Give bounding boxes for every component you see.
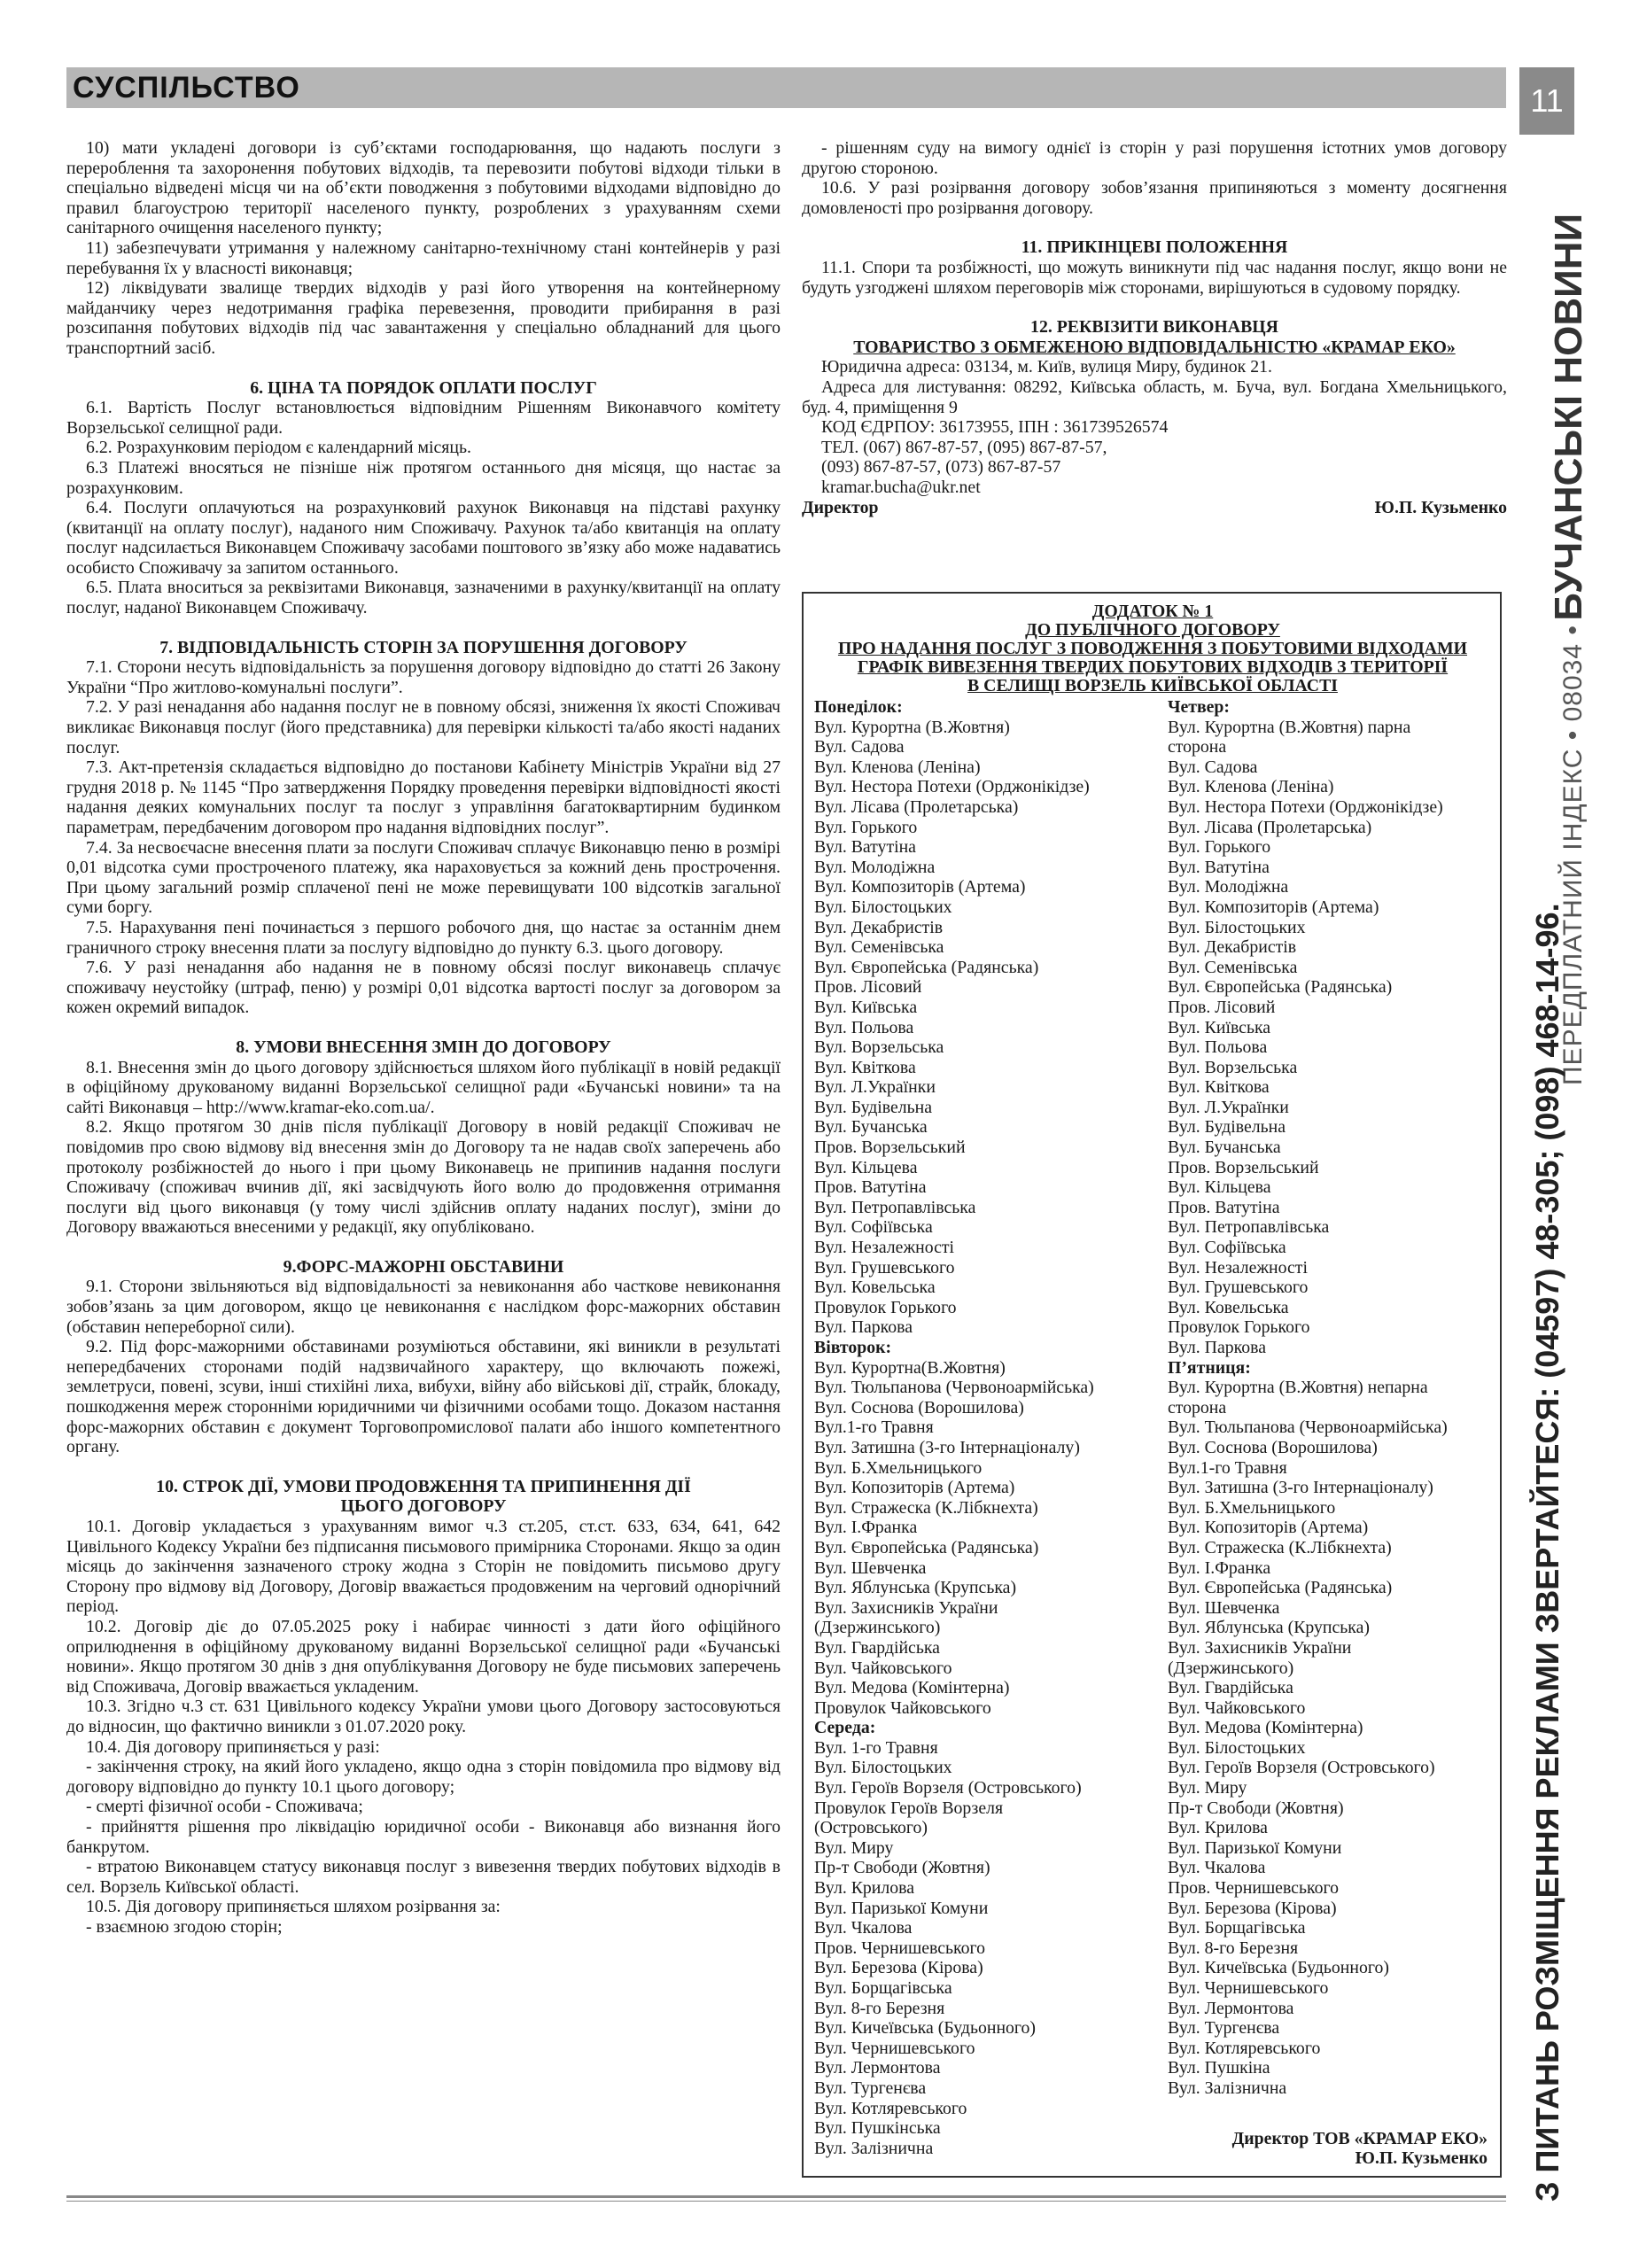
annex-title: ДОДАТОК № 1 [1091, 602, 1214, 621]
bottom-rule [66, 2201, 1506, 2202]
street-item: Вул. Кленова (Леніна) [1167, 777, 1334, 797]
street-item: Вул. Ковельська [1167, 1297, 1289, 1317]
street-item: Вул. Соснова (Ворошилова) [814, 1397, 1024, 1418]
street-item: Вул. Незалежності [814, 1238, 954, 1258]
street-item: Вул. Лермонтова [1167, 1998, 1294, 2018]
left-column [66, 138, 781, 1937]
paragraph: 10.5. Дія договору припиняється шляхом розірвання за: [86, 1897, 501, 1917]
paragraph: 12) ліквідувати звалище твердих відходів у разі його утворення на контейнерному майданчику через недотримання графіка перевезення, проводити прибирання в разі розсипання побутових відходів під час завантаження у спеціально обладнаний для цього транспортний засіб. [66, 278, 781, 358]
paragraph: 10) мати укладені договори із суб’єктами господарювання, що надають послуги з перероблення та захоронення побутових відходів, та перевозити побутові відходи тільки в спеціально відведені місця чи на об’єкти поводження з побутовими відходами відповідно до правил благоустрою території населеного пункту, розроблених з урахуванням схеми санітарного очищення населеного пункту; [66, 138, 781, 238]
bottom-rule [66, 2195, 1506, 2198]
street-item: Вул. 8-го Березня [814, 1998, 945, 2018]
street-item: Вул. Кільцева [814, 1157, 918, 1177]
annex-title: В СЕЛИЩІ ВОРЗЕЛЬ КИЇВСЬКОЇ ОБЛАСТІ [967, 676, 1338, 695]
paragraph: 10.3. Згідно ч.3 ст. 631 Цивільного кодексу України умови цього Договору застосовуються до відносин, що фактично виникли з 01.07.2020 року. [66, 1697, 781, 1736]
street-item: Вул. Крилова [814, 1878, 915, 1899]
street-item: Вул. Квіткова [1167, 1077, 1270, 1098]
street-item: Вул. Пушкінська [814, 2118, 941, 2139]
street-item: Вул. Європейська (Радянська) [814, 1537, 1039, 1557]
street-item: Вул. Курортна (В.Жовтня) непарна [1167, 1378, 1428, 1398]
paragraph: - втратою Виконавцем статусу виконавця послуг з вивезення твердих побутових відходів в сел. Ворзель Київської області. [66, 1857, 781, 1897]
street-item: Вул. Європейська (Радянська) [1167, 977, 1393, 998]
street-item: Вул. І.Франка [1167, 1557, 1271, 1578]
street-item: Пров. Ватутіна [814, 1177, 927, 1198]
street-item: Пров. Чернишевського [814, 1938, 986, 1958]
annex-signature [1232, 2129, 1488, 2169]
street-item: Вул. Чайковського [814, 1658, 952, 1678]
street-item: Вул. Композиторів (Артема) [814, 877, 1026, 897]
street-item: Вул. Тургенєва [1167, 2018, 1280, 2039]
paragraph: 6.4. Послуги оплачуються на розрахунковий рахунок Виконавця на підставі рахунку (квитанції на оплату послуг), наданого ним Споживачу. Рахунок та/або квитанція на оплату послуг надсилається Виконавцем Споживачу засобами поштового зв’язку або може надаватись особисто Споживачу за запитом останнього. [66, 498, 781, 578]
phones: (093) 867-87-57, (073) 867-87-57 [821, 457, 1061, 478]
street-item: Вул. Б.Хмельницького [1167, 1497, 1336, 1518]
street-item: Вул. Героїв Ворзеля (Островського) [814, 1778, 1082, 1798]
director-label: Директор [802, 497, 879, 517]
street-item: Вул. Польова [814, 1017, 914, 1037]
paragraph: 10.4. Дія договору припиняється у разі: [86, 1736, 380, 1757]
paragraph: 7.5. Нарахування пені починається з першого робочого дня, що настає за останнім днем граничного строку внесення плати за послугу відповідно до пункту 6.3. цього договору. [66, 917, 781, 958]
section-title: СУСПІЛЬСТВО [73, 71, 300, 105]
paragraph: 6.5. Плата вноситься за реквізитами Виконавця, зазначеними в рахунку/квитанції на оплату послуг, наданої Виконавцем Споживачу. [66, 578, 781, 618]
street-item: (Островського) [814, 1818, 928, 1838]
street-item: Вул. Медова (Комінтерна) [814, 1678, 1010, 1698]
street-item: Пр-т Свободи (Жовтня) [1167, 1798, 1344, 1818]
street-item: Вул. Березова (Кірова) [814, 1958, 983, 1978]
ads-contact: З ПИТАНЬ РОЗМІЩЕННЯ РЕКЛАМИ ЗВЕРТАЙТЕСЯ: (04597) 48-305; (098) 468-14-96. [1529, 903, 1565, 2202]
street-item: Вул. Крилова [1167, 1818, 1268, 1838]
street-item: Пр-т Свободи (Жовтня) [814, 1858, 990, 1878]
street-item: Вул. Будівельна [1167, 1117, 1286, 1138]
street-item: Вул.1-го Травня [814, 1418, 934, 1438]
street-item: Вул. Ворзельська [814, 1037, 944, 1058]
street-item: Вул. Білостоцьких [814, 1758, 952, 1778]
page-number: 11 [1519, 67, 1574, 135]
street-item: Вул. Шевченка [814, 1557, 927, 1578]
subscription-index: ПЕРЕДПЛАТНИЙ ІНДЕКС • 08034 • [1558, 625, 1588, 1085]
street-item: Вул. Затишна (3-го Інтернаціоналу) [1167, 1478, 1433, 1498]
street-item: Вул.1-го Травня [1167, 1457, 1287, 1478]
paragraph: 9.1. Сторони звільняються від відповідальності за невиконання або часткове невиконання зобов’язань за цим договором, якщо це невиконання є наслідком форс-мажорних обставин (обставин непереборної сили). [66, 1277, 781, 1337]
paragraph: 11.1. Спори та розбіжності, що можуть виникнути під час надання послуг, якщо вони не будуть узгоджені шляхом переговорів між сторонами, вирішуються в судовому порядку. [802, 257, 1507, 298]
street-item: Провулок Горького [1167, 1317, 1310, 1338]
paragraph: 10.2. Договір діє до 07.05.2025 року і набирає чинності з дати його офіційного оприлюднення в офіційному друкованому виданні Ворзельської селищної ради «Бучанські новини». Якщо протягом 30 днів з дня опублікування Договору не буде письмових заперечень від Споживача, Договір вважається укладеним. [66, 1616, 781, 1697]
street-item: Вул. Декабристів [814, 917, 944, 937]
street-item: Вул. Шевченка [1167, 1597, 1280, 1618]
street-item: Вул. Нестора Потехи (Орджонікідзе) [814, 777, 1090, 797]
annex-signature-name: Ю.П. Кузьменко [1355, 2148, 1488, 2169]
street-item: Вул. Медова (Комінтерна) [1167, 1718, 1363, 1738]
street-item: Провулок Горького [814, 1297, 957, 1317]
street-item: Вул. Європейська (Радянська) [1167, 1578, 1393, 1598]
street-item: Провулок Героїв Ворзеля [814, 1798, 1004, 1818]
schedule-columns [814, 697, 1491, 2158]
street-item: Вул. Чернишевського [814, 2038, 975, 2058]
schedule-left-column [814, 697, 1168, 2158]
annex-box [802, 592, 1502, 2178]
street-item: Вул. Чайковського [1167, 1697, 1306, 1718]
paragraph: 6.2. Розрахунковим періодом є календарний місяць. [86, 438, 471, 458]
street-item: Вул. Будівельна [814, 1097, 933, 1117]
director-signature [802, 498, 1507, 518]
street-item: Вул. Горького [1167, 837, 1271, 858]
mail-address: Адреса для листування: 08292, Київська область, м. Буча, вул. Богдана Хмельницького, буд. 4, приміщення 9 [802, 377, 1507, 417]
street-item: Вул. Декабристів [1167, 937, 1297, 958]
street-item: Вул. Л.Українки [814, 1077, 936, 1098]
street-item: Вул. Кленова (Леніна) [814, 757, 981, 777]
street-item: Пров. Ворзельський [1167, 1157, 1319, 1177]
street-item: Вул. Садова [814, 737, 905, 757]
street-item: Вул. Грушевського [1167, 1278, 1309, 1298]
street-item: Вул. Петропавлівська [814, 1197, 976, 1217]
section-heading: 6. ЦІНА ТА ПОРЯДОК ОПЛАТИ ПОСЛУГ [250, 377, 597, 398]
street-item: (Дзержинського) [1167, 1658, 1294, 1678]
section-heading: 11. ПРИКІНЦЕВІ ПОЛОЖЕННЯ [1021, 237, 1288, 258]
street-item: Вул. Борщагівська [814, 1978, 952, 1998]
street-item: Вул. Гвардійська [1167, 1678, 1293, 1698]
section-heading: 12. РЕКВІЗИТИ ВИКОНАВЦЯ [1030, 317, 1278, 338]
street-item: Пров. Ватутіна [1167, 1197, 1280, 1217]
street-item: Вул. Березова (Кірова) [1167, 1898, 1337, 1918]
street-item: Вул. Бучанська [1167, 1138, 1281, 1158]
street-item: сторона [1167, 737, 1227, 757]
street-item: Вул. Ватутіна [814, 837, 916, 858]
street-item: Вул. Тюльпанова (Червоноармійська) [814, 1378, 1094, 1398]
street-item: Вул. Лермонтова [814, 2058, 941, 2078]
paragraph: - смерті фізичної особи - Споживача; [86, 1797, 363, 1817]
email: kramar.bucha@ukr.net [821, 477, 981, 497]
street-item: Вул. 8-го Березня [1167, 1938, 1299, 1958]
street-item: Вул. Молодіжна [1167, 877, 1289, 897]
street-item: Вул. Б.Хмельницького [814, 1457, 983, 1478]
paragraph: - закінчення строку, на який його укладено, якщо одна з сторін повідомила про відмову від договору відповідно до пункту 10.1 цього договору; [66, 1757, 781, 1797]
street-item: Вул. Миру [814, 1837, 894, 1858]
section-heading: ЦЬОГО ДОГОВОРУ [340, 1496, 507, 1517]
street-item: Вул. Тургенєва [814, 2078, 927, 2098]
annex-title: ДО ПУБЛІЧНОГО ДОГОВОРУ [1025, 620, 1280, 640]
street-item: Вул. Софіївська [1167, 1238, 1286, 1258]
street-item: Вул. Семенівська [814, 937, 944, 958]
paragraph: 10.1. Договір укладається з урахуванням вимог ч.3 ст.205, ст.ст. 633, 634, 641, 642 Цивільного Кодексу України без підписання письмового примірника Сторонами. Якщо за один місяць до закінчення зазначеного строку жодна з Сторін не повідомить письмово другу Сторону про відмову від Договору, Договір вважається продовженим на черговий однорічний період. [66, 1517, 781, 1617]
street-item: Вул. Котляревського [814, 2098, 967, 2118]
street-item: Вул. Затишна (3-го Інтернаціоналу) [814, 1437, 1080, 1457]
street-item: Вул. Квіткова [814, 1057, 916, 1077]
paragraph: - прийняття рішення про ліквідацію юридичної особи - Виконавця або визнання його банкрутом. [66, 1816, 781, 1857]
street-item: Вул. Київська [1167, 1017, 1271, 1037]
paragraph: 6.1. Вартість Послуг встановлюється відповідним Рішенням Виконавчого комітету Ворзельської селищної ради. [66, 398, 781, 438]
schedule-day-heading: П’ятниця: [1167, 1357, 1251, 1378]
street-item: Вул. Чернишевського [1167, 1978, 1329, 1998]
street-item: Вул. Паркова [814, 1317, 913, 1338]
street-item: Вул. Соснова (Ворошилова) [1167, 1437, 1378, 1457]
paragraph: 7.6. У разі ненадання або надання не в повному обсязі послуг виконавець сплачує споживачу неустойку (штраф, пеню) у розмірі 0,01 відсотка вартості послуг за договором за кожен окремий випадок. [66, 958, 781, 1018]
street-item: Вул. Композиторів (Артема) [1167, 897, 1379, 917]
street-item: Пров. Лісовий [1167, 997, 1276, 1017]
street-item: Вул. Курортна (В.Жовтня) парна [1167, 717, 1411, 737]
street-item: Вул. Бучанська [814, 1117, 928, 1138]
street-item: Вул. Копозиторів (Артема) [1167, 1518, 1369, 1538]
schedule-day-heading: Середа: [814, 1718, 876, 1738]
street-item: Вул. Кільцева [1167, 1177, 1271, 1198]
paragraph: 7.1. Сторони несуть відповідальність за порушення договору відповідно до статті 26 Закону України “Про житлово-комунальні послуги”. [66, 657, 781, 697]
street-item: Вул. Білостоцьких [814, 897, 952, 917]
paragraph: 8.2. Якщо протягом 30 днів після публікації Договору в новій редакції Споживач не повідомив про свою відмову від внесення змін до Договору та не надав своїх заперечень або протоколу розбіжностей до нього і при цьому Виконавець не припинив надання послуги Споживачу (споживач вчинив дії, які засвідчують його волю до продовження отримання послуги від цього виконавця (у тому числі здійснив оплату наданих послуг), зміни до Договору вважаються внесеними у редакції, яку опубліковано. [66, 1117, 781, 1238]
street-item: Вул. Котляревського [1167, 2038, 1321, 2058]
street-item: Вул. Курортна (В.Жовтня) [814, 717, 1010, 737]
street-item: Пров. Лісовий [814, 977, 922, 998]
street-item: Вул. Захисників України [1167, 1637, 1352, 1658]
street-item: Вул. Захисників України [814, 1597, 998, 1618]
street-item: Вул. Нестора Потехи (Орджонікідзе) [1167, 796, 1443, 817]
street-item: Вул. Гвардійська [814, 1637, 940, 1658]
street-item: Вул. Яблунська (Крупська) [814, 1578, 1017, 1598]
schedule-day-heading: Понеділок: [814, 697, 903, 717]
street-item: Вул. Копозиторів (Артема) [814, 1478, 1015, 1498]
street-item: Вул. Залізнична [1167, 2078, 1287, 2098]
street-item: Вул. Петропавлівська [1167, 1217, 1330, 1238]
street-item: Вул. І.Франка [814, 1518, 918, 1538]
annex-title: ПРО НАДАННЯ ПОСЛУГ З ПОВОДЖЕННЯ З ПОБУТОВИМИ ВІДХОДАМИ [837, 639, 1468, 658]
street-item: Вул. Європейська (Радянська) [814, 957, 1039, 977]
street-item: Вул. Польова [1167, 1037, 1268, 1058]
street-item: Пров. Чернишевського [1167, 1878, 1339, 1899]
street-item: Вул. Незалежності [1167, 1257, 1308, 1278]
street-item: Вул. Л.Українки [1167, 1097, 1289, 1117]
street-item: Вул. Стражеска (К.Лібкнехта) [814, 1497, 1038, 1518]
street-item: Вул. Миру [1167, 1778, 1247, 1798]
street-item: Вул. Пушкіна [1167, 2058, 1270, 2078]
street-item: Вул. Паризької Комуни [814, 1898, 989, 1918]
street-item: Вул. Молодіжна [814, 857, 936, 877]
street-item: Вул. Горького [814, 817, 918, 837]
schedule-day-heading: Четвер: [1167, 697, 1231, 717]
paragraph: 7.3. Акт-претензія складається відповідно до постанови Кабінету Міністрів України від 27 грудня 2018 р. № 1145 “Про затвердження Порядку проведення перевірки відповідності якості надання деяких комунальних послуг та послуг з управління багатоквартирним будинком параметрам, передбаченим договором про надання відповідних послуг”. [66, 757, 781, 837]
street-item: Вул. Білостоцьких [1167, 917, 1306, 937]
paragraph: 9.2. Під форс-мажорними обставинами розуміються обставини, які виникли в результаті непередбачених сторонами подій надзвичайного характеру, що включають пожежі, землетруси, повені, зсуви, інші стихійні лиха, вибухи, війну або військові дії, страйк, блокаду, пошкодження мереж сторонніми юридичними чи фізичними особами тощо. Доказом настання форс-мажорних обставин є документ Торговопромислової палати або іншого компетентного органу. [66, 1337, 781, 1457]
street-item: Вул. 1-го Травня [814, 1737, 938, 1758]
phones: ТЕЛ. (067) 867-87-57, (095) 867-87-57, [821, 437, 1107, 457]
company-codes: КОД ЄДРПОУ: 36173955, ІПН : 361739526574 [821, 417, 1169, 438]
street-item: Вул. Кичеївська (Будьонного) [1167, 1958, 1389, 1978]
schedule-right-column [1168, 697, 1491, 2158]
street-item: Вул. Софіївська [814, 1217, 933, 1238]
street-item: Вул. Лісава (Пролетарська) [814, 796, 1019, 817]
street-item: Вул. Лісава (Пролетарська) [1167, 817, 1372, 837]
street-item: Вул. Садова [1167, 757, 1258, 777]
paragraph: 6.3 Платежі вносяться не пізніше ніж протягом останнього дня місяця, що настає за розрахунковим. [66, 457, 781, 498]
schedule-day-heading: Вівторок: [814, 1338, 892, 1357]
street-item: Вул. Грушевського [814, 1257, 955, 1278]
street-item: Вул. Стражеска (К.Лібкнехта) [1167, 1537, 1392, 1557]
street-item: Вул. Тюльпанова (Червоноармійська) [1167, 1418, 1448, 1438]
street-item: Вул. Борщагівська [1167, 1918, 1306, 1938]
street-item: Вул. Ворзельська [1167, 1057, 1298, 1077]
street-item: Пров. Ворзельський [814, 1138, 966, 1158]
street-item: Вул. Курортна(В.Жовтня) [814, 1357, 1006, 1378]
newspaper-brand: БУЧАНСЬКІ НОВИНИ [1547, 213, 1590, 621]
legal-address: Юридична адреса: 03134, м. Київ, вулиця Миру, будинок 21. [821, 357, 1272, 377]
street-item: (Дзержинського) [814, 1618, 941, 1638]
section-heading: 7. ВІДПОВІДАЛЬНІСТЬ СТОРІН ЗА ПОРУШЕННЯ ДОГОВОРУ [159, 637, 687, 657]
street-item: Вул. Ковельська [814, 1278, 936, 1298]
street-item: Вул. Київська [814, 997, 918, 1017]
street-item: Вул. Чкалова [1167, 1858, 1266, 1878]
street-item: Вул. Чкалова [814, 1918, 913, 1938]
street-item: Провулок Чайковського [814, 1697, 991, 1718]
paragraph: 7.2. У разі ненадання або надання послуг не в повному обсязі, зниження їх якості Споживач викликає Виконавця послуг (його представника) для перевірки кількості та/або якості наданих послуг. [66, 697, 781, 757]
paragraph: 10.6. У разі розірвання договору зобов’язання припиняються з моменту досягнення домовленості про розірвання договору. [802, 178, 1507, 218]
right-column [802, 138, 1507, 517]
paragraph: 8.1. Внесення змін до цього договору здійснюється шляхом його публікації в новій редакції в офіційному друкованому виданні Ворзельської селищної ради «Бучанські новини» та на сайті Виконавця – http://www.kramar-eko.com.ua/. [66, 1057, 781, 1117]
section-heading: 10. СТРОК ДІЇ, УМОВИ ПРОДОВЖЕННЯ ТА ПРИПИНЕННЯ ДІЇ [156, 1476, 691, 1496]
street-item: Вул. Яблунська (Крупська) [1167, 1618, 1370, 1638]
annex-title: ГРАФІК ВИВЕЗЕННЯ ТВЕРДИХ ПОБУТОВИХ ВІДХОДІВ З ТЕРИТОРІЇ [857, 657, 1449, 677]
side-ads-strip [1519, 903, 1574, 2202]
company-name: ТОВАРИСТВО З ОБМЕЖЕНОЮ ВІДПОВІДАЛЬНІСТЮ «КРАМАР ЕКО» [853, 337, 1456, 357]
street-item: Вул. Паркова [1167, 1338, 1266, 1357]
street-item: Вул. Паризької Комуни [1167, 1837, 1342, 1858]
section-heading: 9.ФОРС-МАЖОРНІ ОБСТАВИНИ [283, 1256, 564, 1277]
paragraph: - рішенням суду на вимогу однієї із сторін у разі порушення істотних умов договору другою стороною. [802, 138, 1507, 178]
street-item: Вул. Героїв Ворзеля (Островського) [1167, 1758, 1435, 1778]
street-item: Вул. Білостоцьких [1167, 1737, 1306, 1758]
street-item: Вул. Залізнична [814, 2138, 934, 2158]
paragraph: 7.4. За несвоєчасне внесення плати за послуги Споживач сплачує Виконавцю пеню в розмірі 0,01 відсотка суми простроченого платежу, яка нараховується за кожний день прострочення. При цьому загальний розмір сплаченої пені не може перевищувати 100 відсотків загальної суми боргу. [66, 837, 781, 918]
street-item: Вул. Семенівська [1167, 957, 1298, 977]
paragraph: - взаємною згодою сторін; [86, 1916, 283, 1937]
director-name: Ю.П. Кузьменко [1374, 497, 1507, 517]
street-item: Вул. Ватутіна [1167, 857, 1270, 877]
paragraph: 11) забезпечувати утримання у належному санітарно-технічному стані контейнерів у разі перебування їх у власності виконавця; [66, 237, 781, 278]
street-item: Вул. Кичеївська (Будьонного) [814, 2018, 1037, 2039]
section-heading: 8. УМОВИ ВНЕСЕННЯ ЗМІН ДО ДОГОВОРУ [236, 1037, 611, 1057]
annex-signature-title: Директор ТОВ «КРАМАР ЕКО» [1231, 2128, 1488, 2148]
street-item: сторона [1167, 1397, 1227, 1418]
